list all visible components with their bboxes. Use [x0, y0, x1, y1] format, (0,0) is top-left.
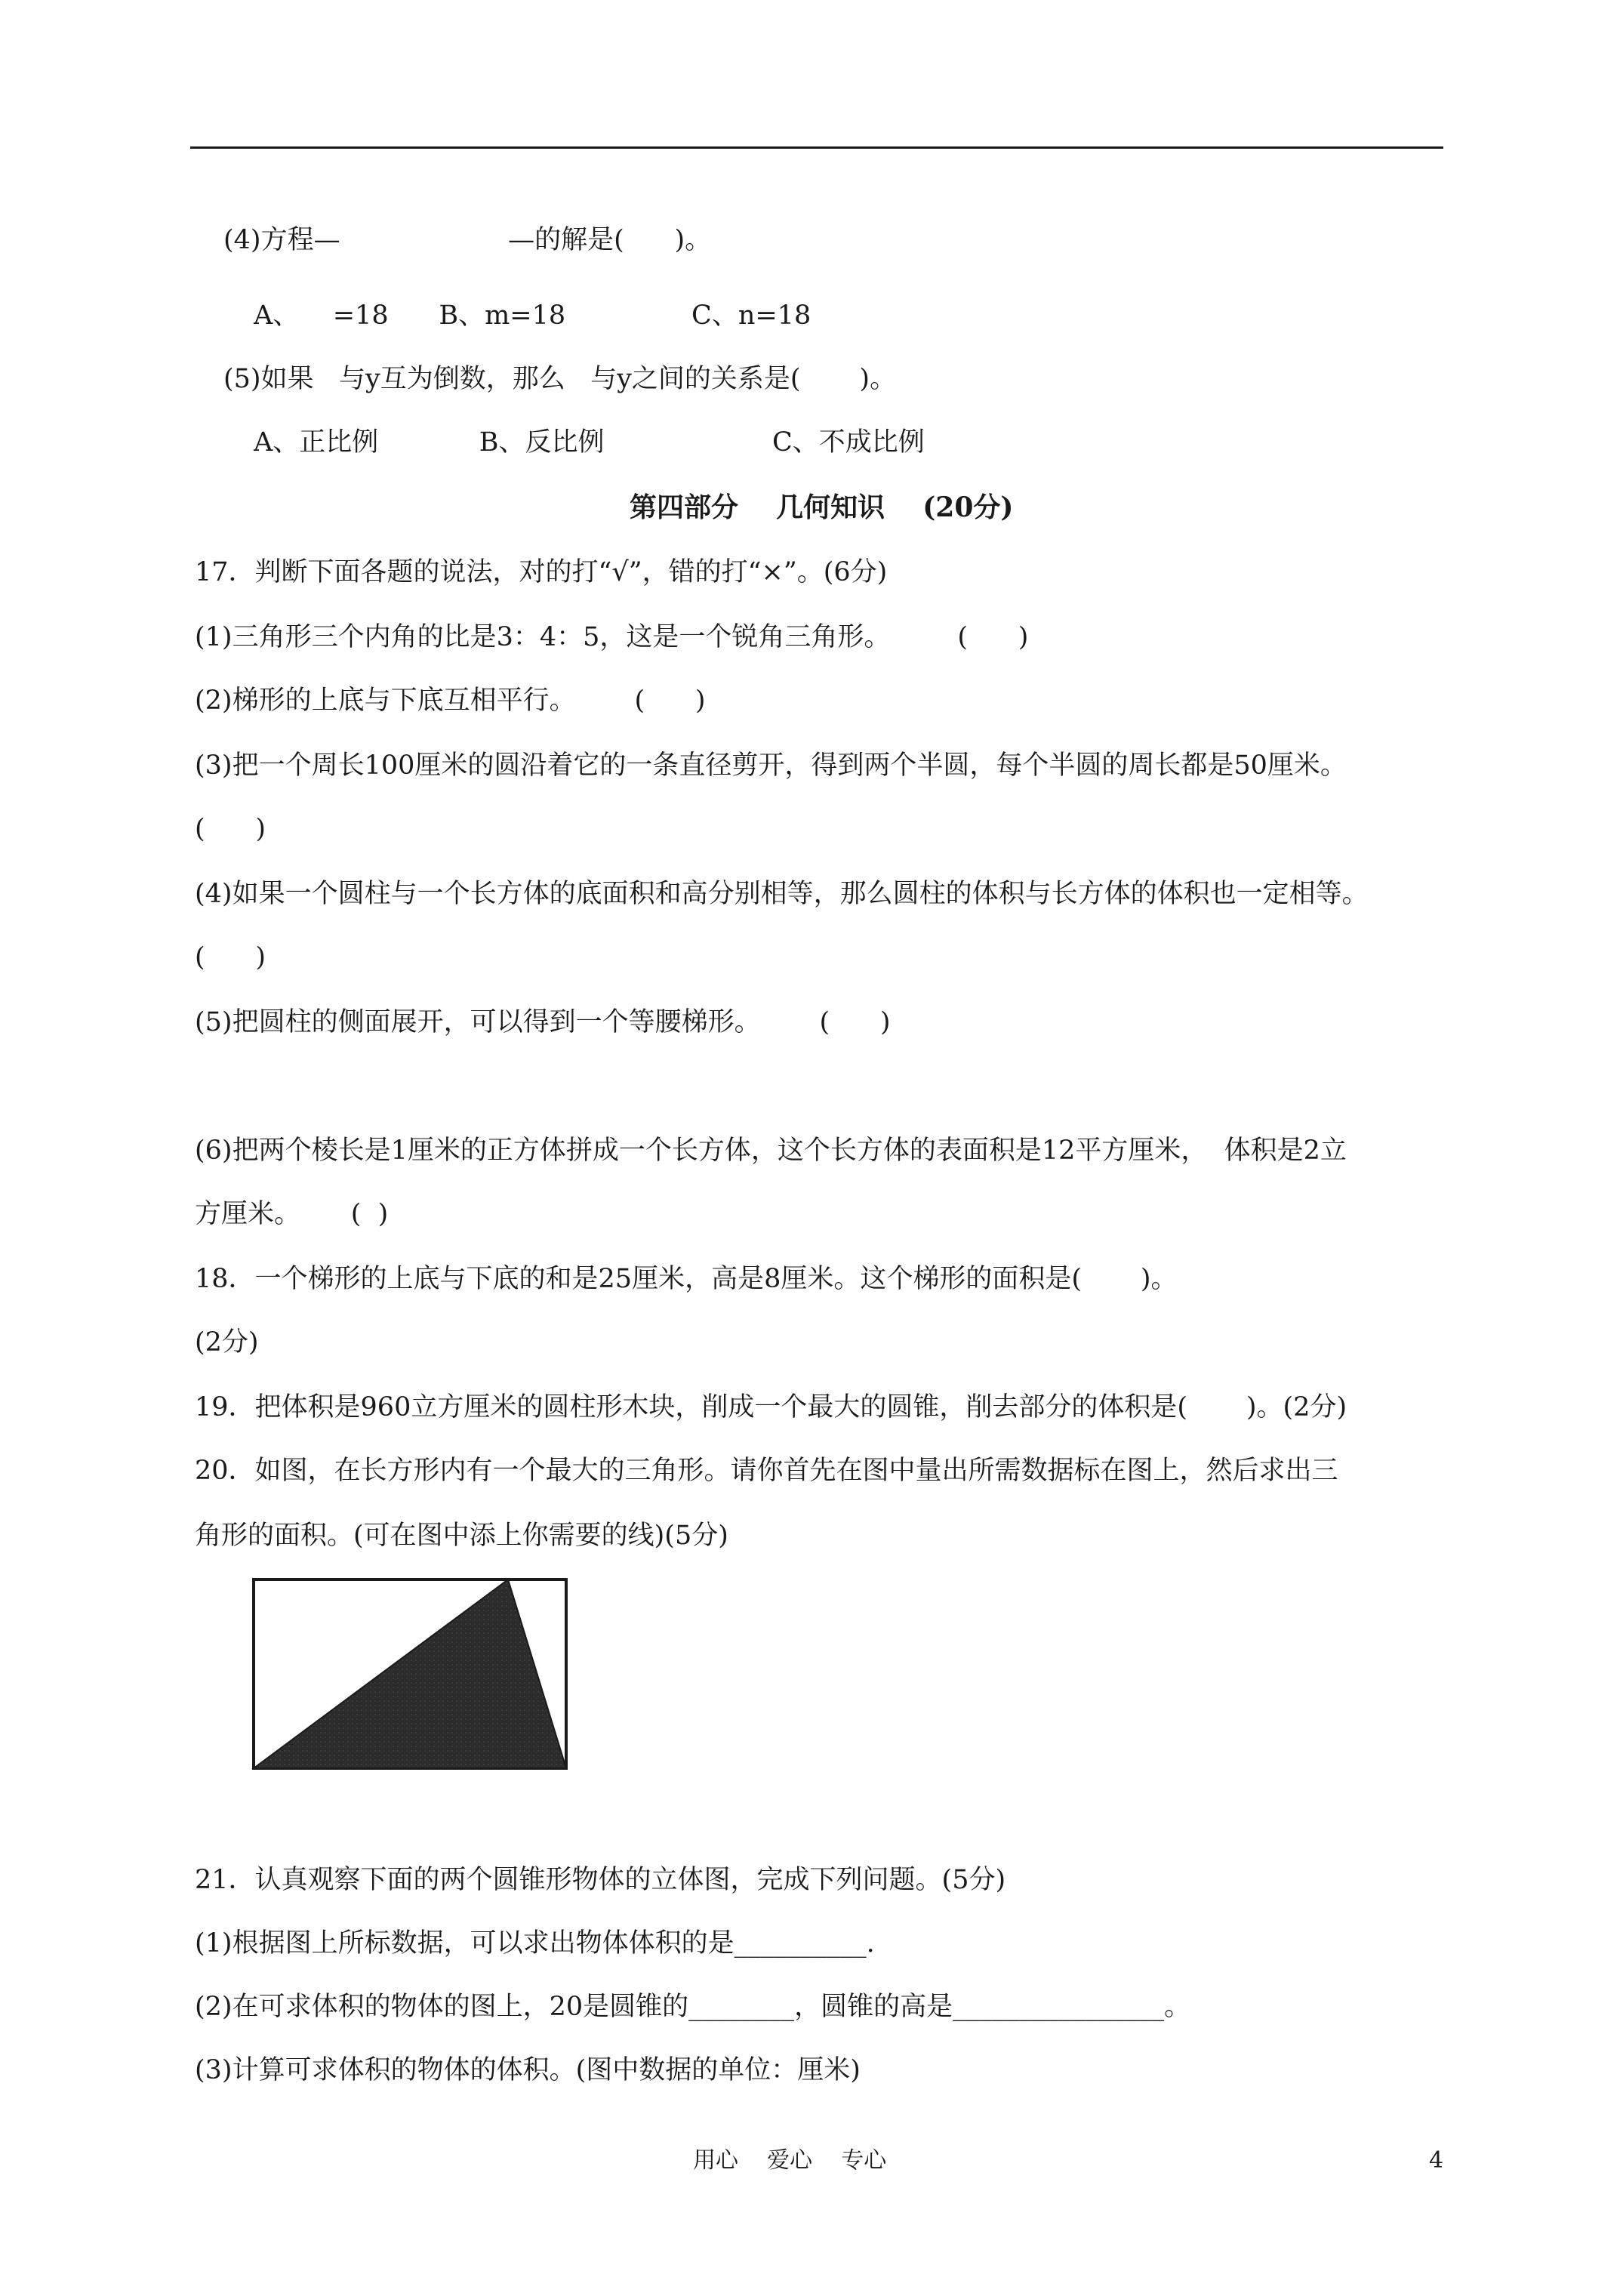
question-16-5-options: A、正比例 B、反比例 C、不成比例 [254, 427, 925, 458]
rectangle-triangle-figure [251, 1577, 568, 1771]
question-17-3: (3)把一个周长100厘米的圆沿着它的一条直径剪开，得到两个半圆，每个半圆的周长都是50厘米。 [195, 750, 1347, 781]
question-21-1: (1)根据图上所标数据，可以求出物体体积的是__________. [195, 1928, 875, 1959]
page-number: 4 [1429, 2147, 1444, 2174]
question-20: 20．如图，在长方形内有一个最大的三角形。请你首先在图中量出所需数据标在图上，然后求出三 [195, 1456, 1338, 1486]
question-17-3-answer: ( ) [195, 814, 266, 844]
question-21: 21．认真观察下面的两个圆锥形物体的立体图，完成下列问题。(5分) [195, 1865, 1006, 1895]
question-17: 17．判断下面各题的说法，对的打“√”，错的打“×”。(6分) [195, 557, 888, 587]
question-19: 19．把体积是960立方厘米的圆柱形木块，削成一个最大的圆锥，削去部分的体积是( )。(2分) [195, 1392, 1347, 1422]
question-17-6-cont: 方厘米。 ( ) [195, 1199, 389, 1229]
question-16-4: (4)方程— —的解是( )。 [223, 225, 712, 255]
header-rule [190, 146, 1443, 149]
question-17-2: (2)梯形的上底与下底互相平行。 ( ) [195, 686, 706, 716]
section-title: 第四部分 几何知识 (20分) [630, 492, 1014, 523]
question-17-4: (4)如果一个圆柱与一个长方体的底面积和高分别相等，那么圆柱的体积与长方体的体积也一定相等。 [195, 879, 1369, 909]
question-17-1: (1)三角形三个内角的比是3：4：5，这是一个锐角三角形。 ( ) [195, 622, 1029, 652]
question-20-cont: 角形的面积。(可在图中添上你需要的线)(5分) [195, 1521, 728, 1551]
question-16-5: (5)如果 与y互为倒数，那么 与y之间的关系是( )。 [223, 364, 897, 394]
question-18-score: (2分) [195, 1327, 259, 1358]
question-17-4-answer: ( ) [195, 942, 266, 972]
question-17-5: (5)把圆柱的侧面展开，可以得到一个等腰梯形。 ( ) [195, 1007, 891, 1037]
question-18: 18．一个梯形的上底与下底的和是25厘米，高是8厘米。这个梯形的面积是( )。 [195, 1264, 1178, 1294]
question-21-2: (2)在可求体积的物体的图上，20是圆锥的________，圆锥的高是________________。 [195, 1992, 1191, 2022]
question-21-3: (3)计算可求体积的物体的体积。(图中数据的单位：厘米) [195, 2055, 861, 2085]
question-17-6: (6)把两个棱长是1厘米的正方体拼成一个长方体，这个长方体的表面积是12平方厘米， 体积是2立 [195, 1136, 1347, 1166]
footer-motto: 用心 爱心 专心 [693, 2147, 887, 2174]
question-16-4-options: A、 =18 B、m=18 C、n=18 [254, 300, 812, 331]
